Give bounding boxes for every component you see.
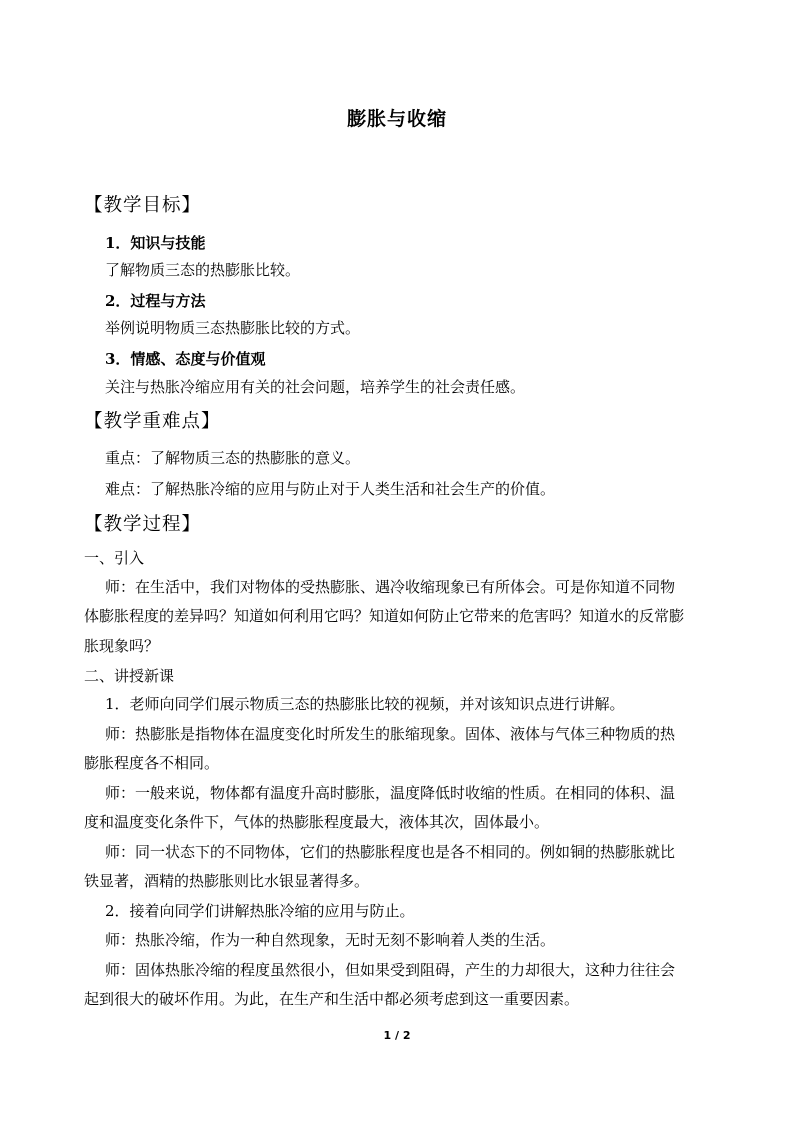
key-point-focus: 重点：了解物质三态的热膨胀的意义。 bbox=[105, 449, 361, 467]
paragraph-3-line: 师：一般来说，物体都有温度升高时膨胀，温度降低时收缩的性质。在相同的体积、温 bbox=[105, 784, 676, 802]
paragraph-4-line: 师：同一状态下的不同物体，它们的热膨胀程度也是各不相同的。例如铜的热膨胀就比 bbox=[105, 843, 676, 861]
objective-2-title: 2．过程与方法 bbox=[105, 292, 206, 310]
objective-2-text: 举例说明物质三态热膨胀比较的方式。 bbox=[105, 319, 361, 337]
page-number: 1 / 2 bbox=[383, 1029, 411, 1042]
paragraph-3-line: 度和温度变化条件下，气体的热膨胀程度最大，液体其次，固体最小。 bbox=[84, 813, 550, 831]
part-1-title: 一、引入 bbox=[84, 549, 145, 567]
part-1-line: 体膨胀程度的差异吗？知道如何利用它吗？知道如何防止它带来的危害吗？知道水的反常膨 bbox=[84, 607, 685, 625]
paragraph-4-line: 铁显著，酒精的热膨胀则比水银显著得多。 bbox=[84, 872, 370, 890]
objective-3-title: 3．情感、态度与价值观 bbox=[105, 350, 266, 368]
paragraph-2-line: 膨胀程度各不相同。 bbox=[84, 754, 220, 772]
part-2-title: 二、讲授新课 bbox=[84, 667, 175, 685]
objective-1-text: 了解物质三态的热膨胀比较。 bbox=[105, 261, 301, 279]
objective-3-text: 关注与热胀冷缩应用有关的社会问题，培养学生的社会责任感。 bbox=[105, 378, 526, 396]
paragraph-7-line: 起到很大的破坏作用。为此，在生产和生活中都必须考虑到这一重要因素。 bbox=[84, 990, 580, 1008]
document-title: 膨胀与收缩 bbox=[346, 108, 447, 130]
paragraph-6: 师：热胀冷缩，作为一种自然现象，无时无刻不影响着人类的生活。 bbox=[105, 931, 556, 949]
section-heading-process: 【教学过程】 bbox=[84, 514, 202, 535]
paragraph-5: 2．接着向同学们讲解热胀冷缩的应用与防止。 bbox=[105, 902, 415, 920]
paragraph-2-line: 师：热膨胀是指物体在温度变化时所发生的胀缩现象。固体、液体与气体三种物质的热 bbox=[105, 725, 676, 743]
paragraph-1: 1．老师向同学们展示物质三态的热膨胀比较的视频，并对该知识点进行讲解。 bbox=[105, 695, 625, 713]
key-point-difficulty: 难点：了解热胀冷缩的应用与防止对于人类生活和社会生产的价值。 bbox=[105, 480, 556, 498]
section-heading-key-points: 【教学重难点】 bbox=[84, 411, 221, 432]
objective-1-title: 1．知识与技能 bbox=[105, 234, 206, 252]
section-heading-objectives: 【教学目标】 bbox=[84, 195, 202, 216]
part-1-line: 胀现象吗？ bbox=[84, 637, 160, 655]
paragraph-7-line: 师：固体热胀冷缩的程度虽然很小，但如果受到阻碍，产生的力却很大，这种力往往会 bbox=[105, 961, 676, 979]
part-1-line: 师：在生活中，我们对物体的受热膨胀、遇冷收缩现象已有所体会。可是你知道不同物 bbox=[105, 578, 676, 596]
